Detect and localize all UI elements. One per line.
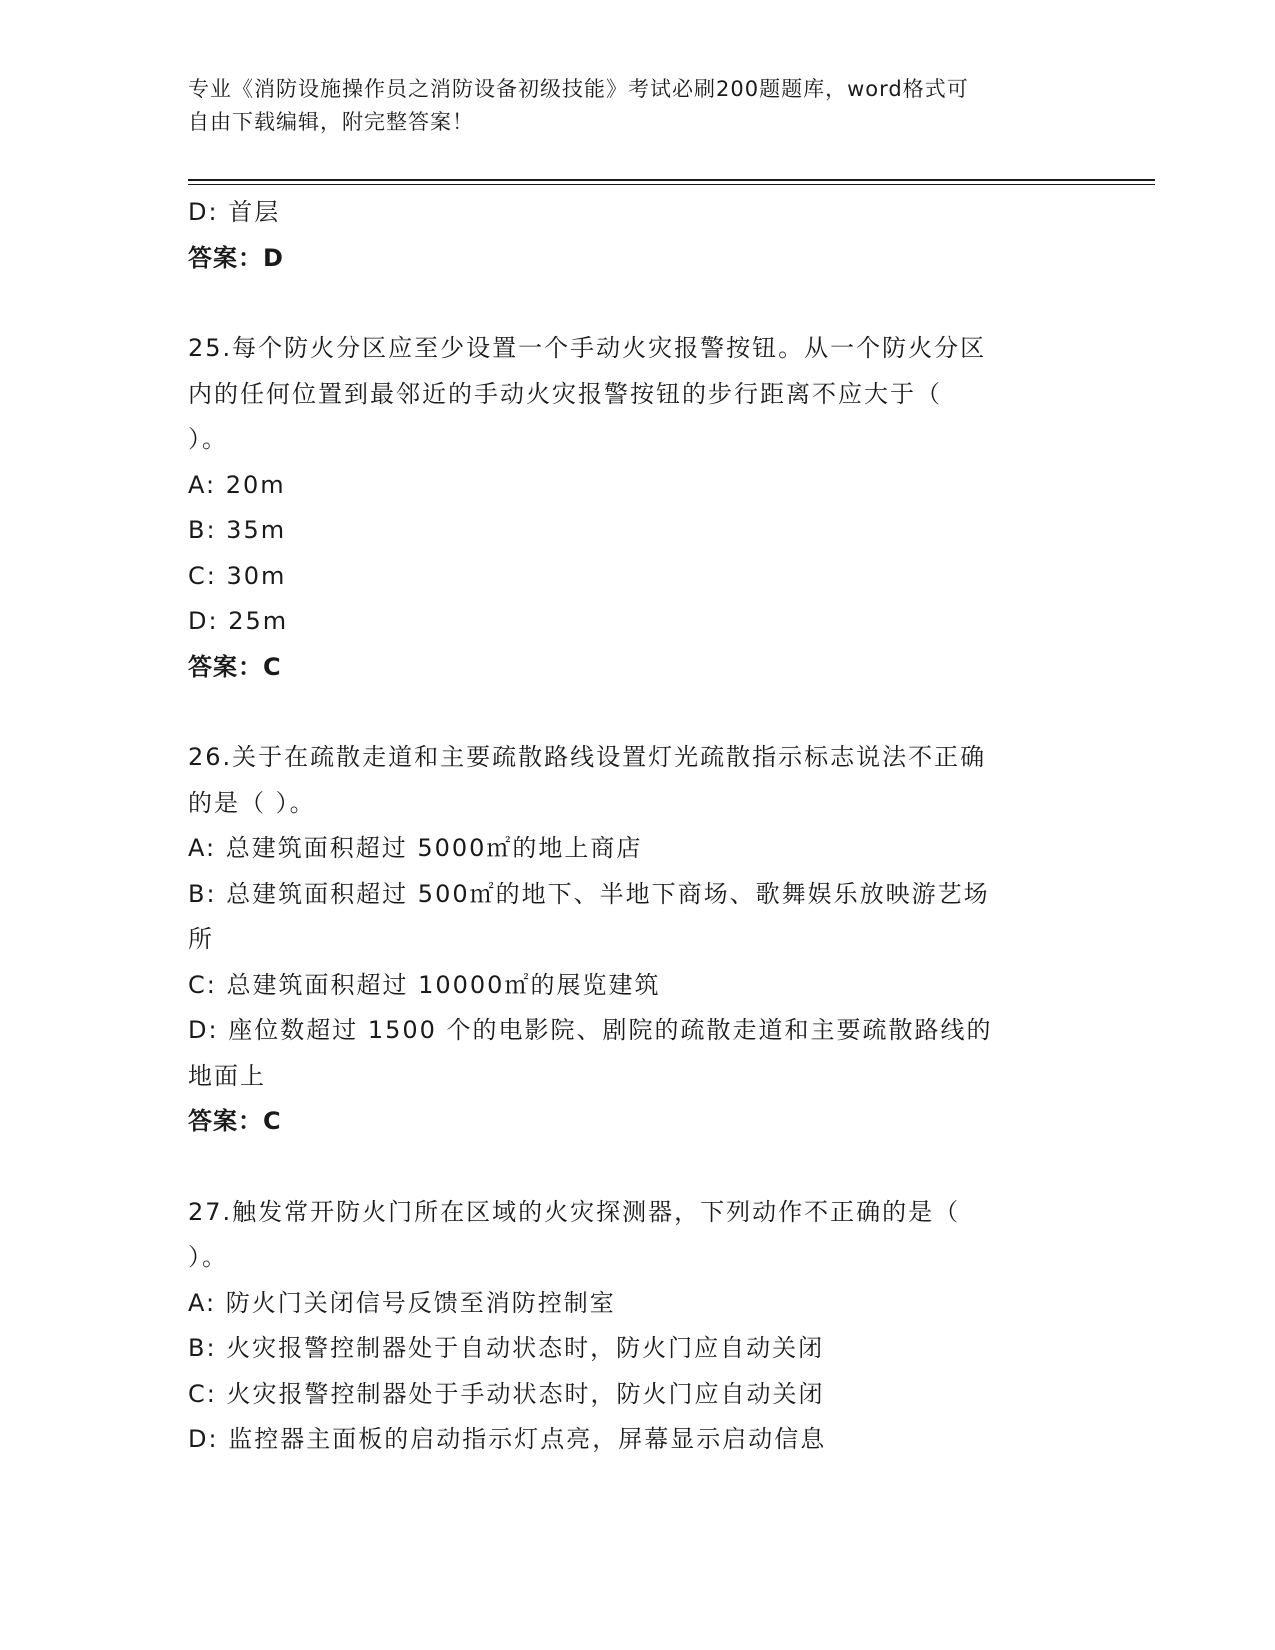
option-c: C: 30m: [188, 561, 287, 590]
header-divider-thin: [188, 184, 1155, 185]
option-b: B: 35m: [188, 516, 287, 544]
option-d: D: 首层: [188, 198, 281, 226]
question-stem: ）。: [188, 1243, 228, 1271]
spacer: [188, 690, 1088, 735]
document-body: [188, 190, 1088, 1463]
header-line-1: 专业《消防设施操作员之消防设备初级技能》考试必刷200题题库，word格式可: [188, 77, 969, 101]
header-divider-thick: [188, 179, 1155, 181]
header-line-2: 自由下载编辑，附完整答案！: [188, 110, 474, 134]
question-stem: ）。: [188, 425, 228, 453]
question-stem: 26.关于在疏散走道和主要疏散路线设置灯光疏散指示标志说法不正确: [188, 743, 987, 771]
option-d: D: 25m: [188, 607, 289, 635]
answer-line: 答案：C: [188, 652, 282, 681]
option-b: B: 火灾报警控制器处于自动状态时，防火门应自动关闭: [188, 1334, 825, 1362]
option-b: B: 总建筑面积超过 500㎡的地下、半地下商场、歌舞娱乐放映游艺场: [188, 879, 990, 908]
option-c: C: 火灾报警控制器处于手动状态时，防火门应自动关闭: [188, 1379, 825, 1408]
question-stem: 27.触发常开防火门所在区域的火灾探测器，下列动作不正确的是（: [188, 1197, 961, 1226]
question-25: [188, 326, 1088, 690]
option-a: A: 20m: [188, 470, 286, 499]
option-c: C: 总建筑面积超过 10000㎡的展览建筑: [188, 970, 661, 999]
question-stem: 内的任何位置到最邻近的手动火灾报警按钮的步行距离不应大于（: [188, 379, 942, 408]
option-b: 所: [188, 925, 214, 953]
question-stem: 25.每个防火分区应至少设置一个手动火灾报警按钮。从一个防火分区: [188, 334, 987, 362]
answer-line: 答案：D: [188, 243, 284, 272]
option-a: A: 防火门关闭信号反馈至消防控制室: [188, 1288, 616, 1317]
spacer: [188, 281, 1088, 326]
option-a: A: 总建筑面积超过 5000㎡的地上商店: [188, 834, 643, 862]
question-26: [188, 735, 1088, 1145]
answer-line: 答案：C: [188, 1107, 282, 1135]
document-header: [188, 73, 1068, 139]
option-d: D: 座位数超过 1500 个的电影院、剧院的疏散走道和主要疏散路线的: [188, 1016, 993, 1044]
question-stem: 的是（ ）。: [188, 788, 316, 817]
question-27: [188, 1190, 1088, 1463]
spacer: [188, 1145, 1088, 1190]
prev-question-tail: [188, 190, 1088, 281]
option-d: 地面上: [188, 1061, 266, 1090]
option-d: D: 监控器主面板的启动指示灯点亮，屏幕显示启动信息: [188, 1425, 827, 1453]
